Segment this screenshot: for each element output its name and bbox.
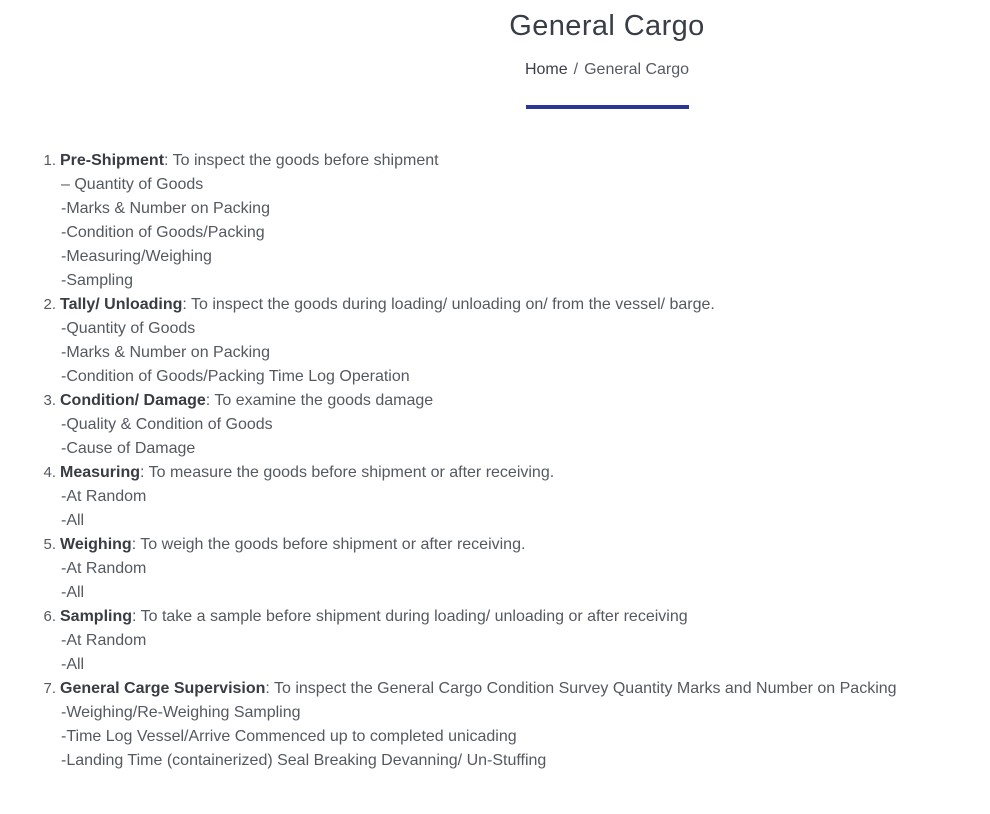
service-detail: -Landing Time (containerized) Seal Breaking Devanning/ Un-Stuffing (61, 752, 547, 769)
service-detail: -Time Log Vessel/Arrive Commenced up to completed unicading (61, 728, 517, 745)
service-number: 6. (43, 608, 56, 625)
service-heading: Pre-Shipment (60, 152, 165, 169)
service-item (0, 533, 990, 605)
service-number: 4. (43, 464, 56, 481)
service-heading: Sampling (60, 608, 133, 625)
service-description: : To take a sample before shipment during loading/ unloading or after receiving (132, 608, 688, 625)
breadcrumb-current: General Cargo (584, 61, 690, 78)
service-description: : To inspect the goods during loading/ unloading on/ from the vessel/ barge. (182, 296, 715, 313)
services-list (0, 149, 990, 773)
service-item (0, 677, 990, 773)
service-detail: -All (61, 656, 85, 673)
service-number: 3. (43, 392, 56, 409)
service-detail: -Marks & Number on Packing (61, 200, 270, 217)
service-detail: -Quantity of Goods (61, 320, 196, 337)
service-item (0, 149, 990, 293)
service-number: 1. (43, 152, 56, 169)
service-detail: -At Random (61, 560, 147, 577)
service-detail: -All (61, 512, 85, 529)
service-heading: Condition/ Damage (60, 392, 206, 409)
service-description: : To examine the goods damage (205, 392, 434, 409)
service-detail: – Quantity of Goods (61, 176, 204, 193)
service-description: : To measure the goods before shipment or after receiving. (140, 464, 555, 481)
service-item (0, 293, 990, 389)
service-number: 7. (43, 680, 56, 697)
service-detail: -Sampling (61, 272, 134, 289)
breadcrumb-home-link[interactable]: Home (524, 61, 568, 78)
service-detail: -At Random (61, 488, 147, 505)
service-number: 5. (43, 536, 56, 553)
service-description: : To inspect the General Cargo Condition Survey Quantity Marks and Number on Packing (265, 680, 897, 697)
service-description: : To inspect the goods before shipment (164, 152, 439, 169)
title-divider (526, 105, 689, 109)
service-detail: -All (61, 584, 85, 601)
service-item (0, 605, 990, 677)
page-header (0, 8, 990, 109)
service-item (0, 389, 990, 461)
service-heading: Measuring (60, 464, 141, 481)
service-detail: -Quality & Condition of Goods (61, 416, 273, 433)
service-description: : To weigh the goods before shipment or after receiving. (131, 536, 526, 553)
service-item (0, 461, 990, 533)
breadcrumb (224, 58, 990, 82)
service-heading: Weighing (60, 536, 132, 553)
service-number: 2. (43, 296, 56, 313)
service-heading: Tally/ Unloading (60, 296, 183, 313)
breadcrumb-separator: / (573, 61, 579, 78)
page-title: General Cargo (509, 10, 705, 42)
service-detail: -Weighing/Re-Weighing Sampling (61, 704, 301, 721)
service-heading: General Carge Supervision (60, 680, 266, 697)
service-detail: -Condition of Goods/Packing Time Log Operation (61, 368, 410, 385)
service-detail: -At Random (61, 632, 147, 649)
service-detail: -Condition of Goods/Packing (61, 224, 265, 241)
service-detail: -Marks & Number on Packing (61, 344, 270, 361)
service-detail: -Measuring/Weighing (61, 248, 212, 265)
service-detail: -Cause of Damage (61, 440, 196, 457)
